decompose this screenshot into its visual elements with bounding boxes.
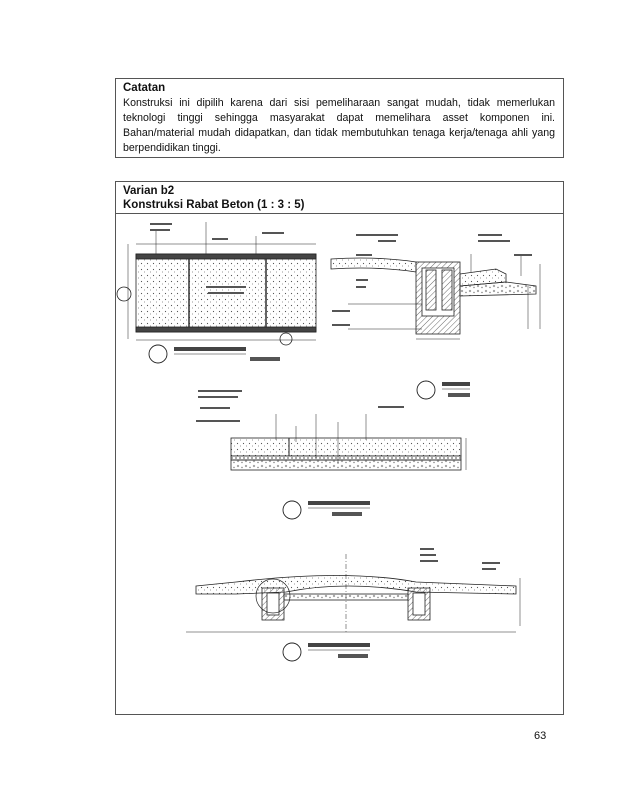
section-b-caption bbox=[283, 501, 370, 519]
detail-a-caption bbox=[417, 381, 470, 399]
variant-subtitle: Konstruksi Rabat Beton (1 : 3 : 5) bbox=[123, 199, 305, 211]
variant-header bbox=[116, 182, 563, 214]
section-c-caption bbox=[283, 643, 370, 661]
section-b-labels bbox=[196, 390, 404, 422]
variant-box bbox=[115, 181, 564, 715]
variant-title: Varian b2 bbox=[123, 185, 175, 197]
note-title: Catatan bbox=[123, 82, 166, 94]
plan-view-caption bbox=[149, 345, 280, 363]
note-box bbox=[115, 78, 564, 158]
plan-view bbox=[117, 222, 316, 345]
note-body: Konstruksi ini dipilih karena dari sisi pemeliharaan sangat mudah, tidak memerlukan teknologi tinggi sehingga masyarakat dapat memelihara asset komponen ini. Bahan/material mudah didapatkan, dan tidak membutuhkan tenaga kerja/tenaga ahli yang berpendidikan tinggi. bbox=[123, 97, 555, 154]
page-number: 63 bbox=[534, 730, 547, 742]
section-c-labels bbox=[420, 548, 500, 570]
section-b bbox=[231, 414, 466, 470]
detail-a bbox=[331, 254, 540, 339]
section-c bbox=[186, 554, 520, 634]
technical-drawing bbox=[116, 214, 563, 714]
